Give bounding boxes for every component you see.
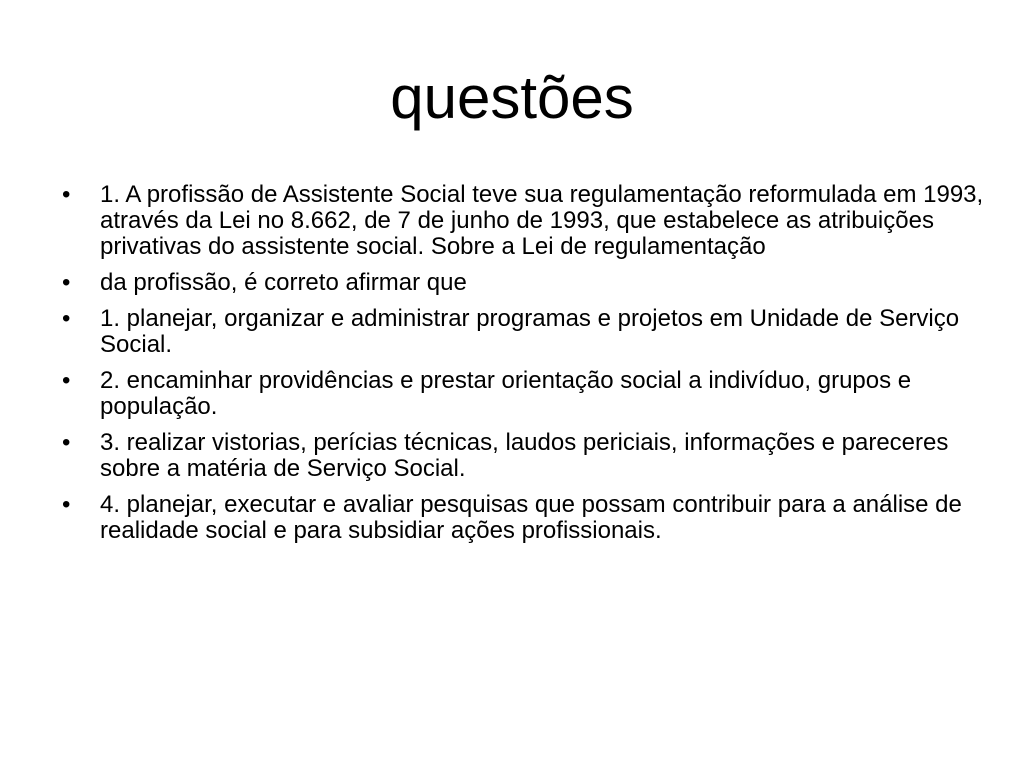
bullet-item-1 — [62, 182, 992, 260]
bullet-icon: • — [62, 367, 71, 394]
bullet-text: 4. planejar, executar e avaliar pesquisas que possam contribuir para a análise de realidade social e para subsidiar ações profissionais. — [100, 491, 962, 544]
bullet-icon: • — [62, 269, 71, 296]
slide-title: questões — [390, 64, 634, 131]
bullet-item-6 — [62, 492, 992, 544]
bullet-icon: • — [62, 305, 71, 332]
bullet-icon: • — [62, 491, 71, 518]
bullet-list — [62, 182, 992, 554]
bullet-text: 3. realizar vistorias, perícias técnicas, laudos periciais, informações e pareceres sobre a matéria de Serviço Social. — [100, 429, 949, 482]
bullet-text: 1. A profissão de Assistente Social teve sua regulamentação reformulada em 1993, através da Lei no 8.662, de 7 de junho de 1993, que estabelece as atribuições privativas do assistente social. Sobre a Lei de regulamentação — [100, 181, 984, 260]
bullet-icon: • — [62, 429, 71, 456]
bullet-item-5 — [62, 430, 992, 482]
bullet-icon: • — [62, 181, 71, 208]
bullet-text: 2. encaminhar providências e prestar orientação social a indivíduo, grupos e população. — [100, 367, 912, 420]
bullet-item-4 — [62, 368, 992, 420]
bullet-text: da profissão, é correto afirmar que — [100, 269, 467, 296]
bullet-item-2 — [62, 270, 992, 296]
bullet-text: 1. planejar, organizar e administrar programas e projetos em Unidade de Serviço Social. — [100, 305, 960, 358]
bullet-item-3 — [62, 306, 992, 358]
